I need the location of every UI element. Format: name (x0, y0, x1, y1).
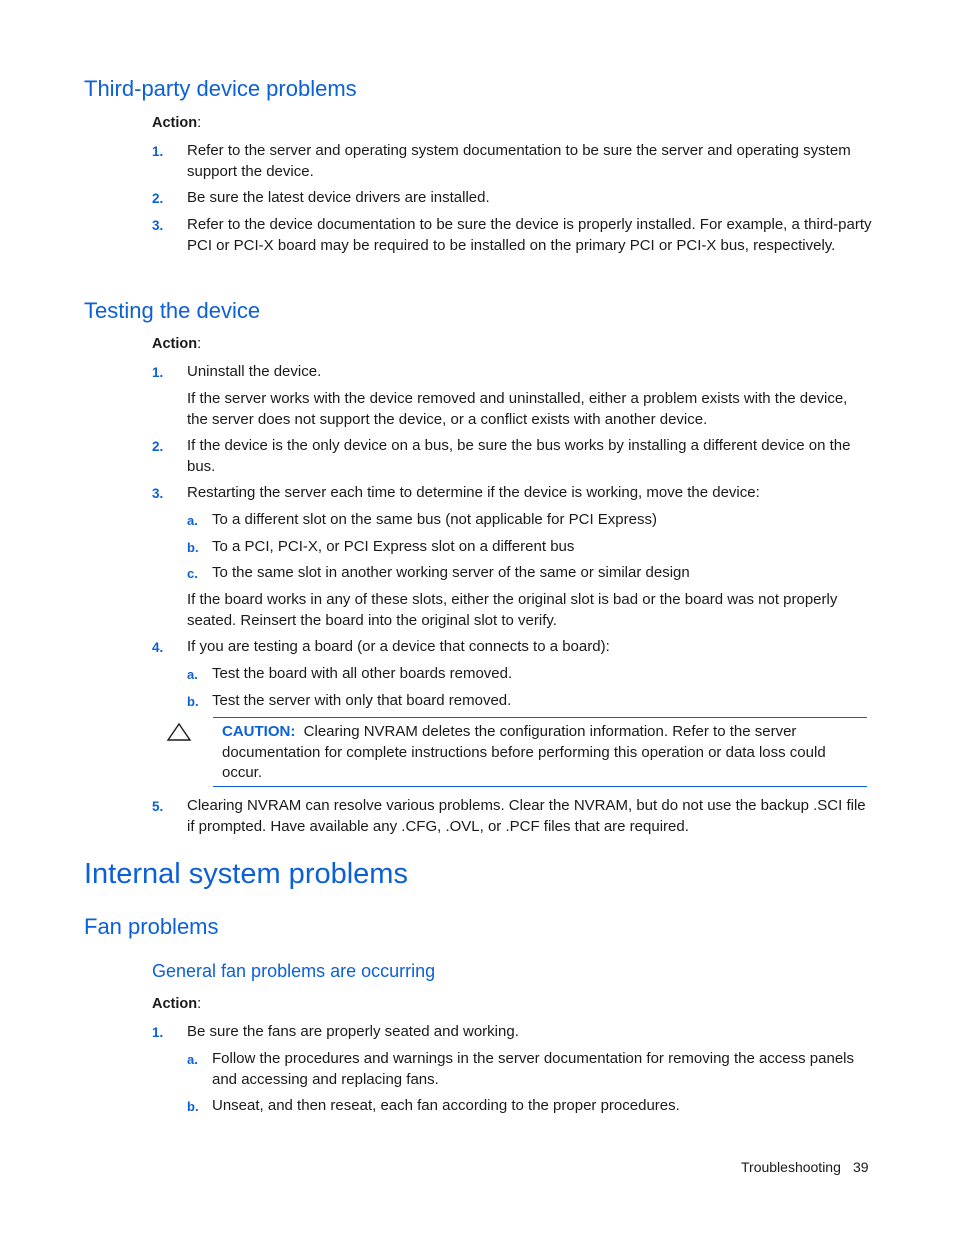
footer-section-name: Troubleshooting (741, 1159, 841, 1175)
step-number: 3. (152, 218, 164, 233)
step-number: 2. (152, 191, 164, 206)
heading-third-party: Third-party device problems (84, 76, 357, 101)
step-text: Refer to the device documentation to be sure the device is properly installed. For example, a third-party PCI or PCI-X board may be required to be installed on the primary PCI or PCI-X bus, respectively. (187, 216, 872, 254)
caution-box (222, 722, 867, 784)
substep-label: a. (187, 1052, 198, 1067)
step-number: 1. (152, 365, 164, 380)
step-text: If the device is the only device on a bus, be sure the bus works by installing a different device on the bus. (187, 437, 851, 475)
step-text: Uninstall the device. (187, 363, 322, 380)
caution-text: Clearing NVRAM deletes the configuration information. Refer to the server documentation for complete instructions before performing this operation or data loss could occur. (222, 723, 826, 781)
step-text: Restarting the server each time to determine if the device is working, move the device: (187, 484, 760, 501)
caution-triangle-icon (166, 722, 192, 742)
step-number: 1. (152, 1025, 164, 1040)
substep-text: To the same slot in another working server of the same or similar design (212, 564, 690, 581)
heading-testing-device: Testing the device (84, 298, 261, 323)
heading-fan-problems: Fan problems (84, 914, 219, 939)
step-text: Refer to the server and operating system documentation to be sure the server and operating system support the device. (187, 142, 851, 180)
substep-text: Unseat, and then reseat, each fan according to the proper procedures. (212, 1097, 680, 1114)
step-number: 5. (152, 799, 164, 814)
substep-text: To a different slot on the same bus (not applicable for PCI Express) (212, 511, 657, 528)
step-number: 1. (152, 144, 164, 159)
step-text: Be sure the latest device drivers are installed. (187, 189, 490, 206)
substep-label: b. (187, 694, 199, 709)
substep-label: b. (187, 1099, 199, 1114)
substep-text: Test the board with all other boards removed. (212, 665, 513, 682)
step-text: Be sure the fans are properly seated and working. (187, 1023, 519, 1040)
caution-label: CAUTION: (222, 723, 296, 740)
heading-internal-system-problems: Internal system problems (84, 858, 408, 890)
substep-label: c. (187, 566, 198, 581)
substep-text: To a PCI, PCI-X, or PCI Express slot on a different bus (212, 538, 575, 555)
step-number: 2. (152, 439, 164, 454)
substep-label: a. (187, 667, 198, 682)
step-text: If you are testing a board (or a device that connects to a board): (187, 638, 610, 655)
step-text: Clearing NVRAM can resolve various problems. Clear the NVRAM, but do not use the backup .SCI file if prompted. Have available any .CFG, .OVL, or .PCF files that are required. (187, 797, 866, 835)
substep-text: Follow the procedures and warnings in the server documentation for removing the access panels and accessing and replacing fans. (212, 1050, 855, 1088)
action-label: Action: (152, 996, 202, 1012)
step-number: 4. (152, 640, 164, 655)
action-label: Action: (152, 336, 202, 352)
step-note: If the server works with the device removed and uninstalled, either a problem exists with the device, the server does not support the device, or a conflict exists with another device. (187, 390, 848, 428)
substep-text: Test the server with only that board removed. (212, 692, 512, 709)
substep-label: a. (187, 513, 198, 528)
step-note: If the board works in any of these slots, either the original slot is bad or the board was not properly seated. Reinsert the board into the original slot to verify. (187, 591, 838, 629)
substep-label: b. (187, 540, 199, 555)
caution-top-rule (213, 717, 867, 718)
step-number: 3. (152, 486, 164, 501)
footer-page-number: 39 (853, 1159, 869, 1175)
caution-bottom-rule (213, 786, 867, 787)
heading-general-fan-problems: General fan problems are occurring (152, 961, 436, 981)
action-label: Action: (152, 115, 202, 131)
